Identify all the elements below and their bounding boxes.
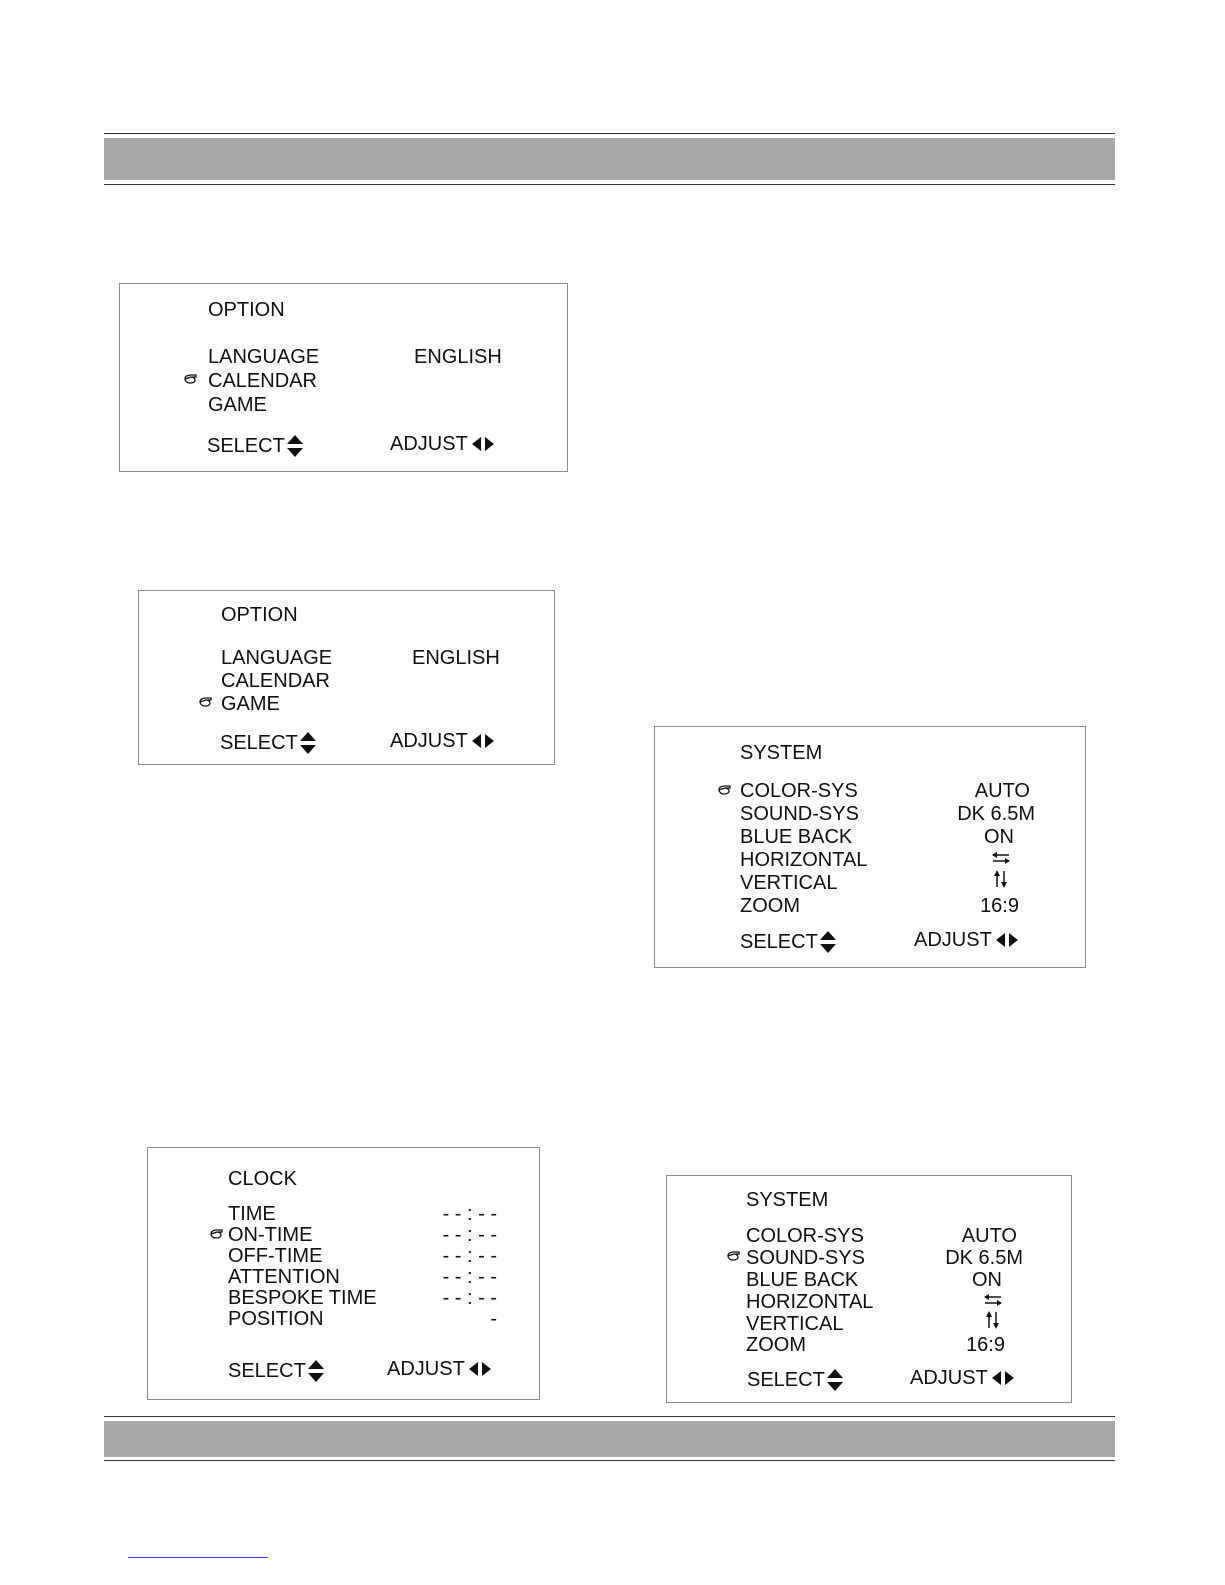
- menu-item-calendar[interactable]: CALENDAR: [221, 670, 330, 692]
- menu-item-position[interactable]: POSITION: [228, 1308, 324, 1330]
- left-right-arrow-icon: [471, 733, 495, 749]
- pointer-hand-icon: [718, 785, 731, 795]
- up-down-arrow-icon: [286, 434, 304, 458]
- left-right-arrow-icon: [468, 1361, 492, 1377]
- menu-item-sound-sys[interactable]: SOUND-SYS: [746, 1247, 865, 1269]
- menu-value-off-time: - - : - -: [442, 1245, 497, 1267]
- select-label: SELECT: [220, 732, 298, 754]
- header-band: [104, 138, 1115, 180]
- menu-item-horizontal[interactable]: HORIZONTAL: [746, 1291, 874, 1313]
- menu-value-time: - - : - -: [442, 1203, 497, 1225]
- option-menu-calendar-selected: [119, 283, 568, 472]
- pointer-hand-icon: [184, 374, 197, 384]
- option-menu-game-selected: [138, 590, 555, 765]
- select-hint: [740, 930, 837, 954]
- up-down-arrow-icon: [819, 930, 837, 954]
- system-menu-sound-sys-selected: [666, 1175, 1072, 1403]
- header-top-rule: [104, 133, 1115, 134]
- menu-title: CLOCK: [228, 1168, 297, 1190]
- menu-item-off-time[interactable]: OFF-TIME: [228, 1245, 323, 1267]
- menu-value-attention: - - : - -: [442, 1266, 497, 1288]
- menu-title: OPTION: [208, 299, 285, 321]
- menu-value-color-sys: AUTO: [974, 780, 1030, 802]
- select-label: SELECT: [740, 931, 818, 953]
- left-right-arrow-icon: [995, 932, 1019, 948]
- menu-title: SYSTEM: [746, 1189, 829, 1211]
- horizontal-shift-icon: [991, 850, 1011, 866]
- footer-link-underline[interactable]: [128, 1557, 268, 1558]
- menu-value-language: ENGLISH: [414, 346, 502, 368]
- menu-item-vertical[interactable]: VERTICAL: [746, 1313, 844, 1335]
- menu-item-bespoke-time[interactable]: BESPOKE TIME: [228, 1287, 377, 1309]
- menu-item-zoom[interactable]: ZOOM: [746, 1334, 806, 1356]
- menu-title: OPTION: [221, 604, 298, 626]
- menu-item-color-sys[interactable]: COLOR-SYS: [746, 1225, 864, 1247]
- menu-value-sound-sys: DK 6.5M: [957, 803, 1035, 825]
- menu-item-calendar[interactable]: CALENDAR: [208, 370, 317, 392]
- menu-item-sound-sys[interactable]: SOUND-SYS: [740, 803, 859, 825]
- menu-item-attention[interactable]: ATTENTION: [228, 1266, 340, 1288]
- menu-value-bespoke-time: - - : - -: [442, 1287, 497, 1309]
- pointer-hand-icon: [727, 1251, 740, 1261]
- clock-menu-on-time-selected: [147, 1147, 540, 1400]
- select-label: SELECT: [747, 1369, 825, 1391]
- menu-item-blue-back[interactable]: BLUE BACK: [746, 1269, 859, 1291]
- horizontal-shift-icon: [983, 1292, 1003, 1308]
- menu-item-language[interactable]: LANGUAGE: [208, 346, 320, 368]
- menu-item-horizontal[interactable]: HORIZONTAL: [740, 849, 868, 871]
- up-down-arrow-icon: [299, 731, 317, 755]
- select-hint: [747, 1368, 844, 1392]
- menu-item-on-time[interactable]: ON-TIME: [228, 1224, 313, 1246]
- menu-item-zoom[interactable]: ZOOM: [740, 895, 800, 917]
- select-hint: [207, 434, 304, 458]
- left-right-arrow-icon: [471, 436, 495, 452]
- adjust-label: ADJUST: [914, 929, 992, 951]
- menu-value-color-sys: AUTO: [961, 1225, 1017, 1247]
- footer-band: [104, 1421, 1115, 1457]
- system-menu-color-sys-selected: [654, 726, 1086, 968]
- menu-item-time[interactable]: TIME: [228, 1203, 276, 1225]
- menu-value-position: -: [490, 1308, 497, 1330]
- up-down-arrow-icon: [307, 1359, 325, 1383]
- menu-value-on-time: - - : - -: [442, 1224, 497, 1246]
- menu-title: SYSTEM: [740, 742, 823, 764]
- adjust-hint: [390, 731, 495, 751]
- adjust-hint: [910, 1368, 1015, 1388]
- menu-item-color-sys[interactable]: COLOR-SYS: [740, 780, 858, 802]
- up-down-arrow-icon: [826, 1368, 844, 1392]
- select-hint: [228, 1359, 325, 1383]
- select-hint: [220, 731, 317, 755]
- vertical-shift-icon: [984, 1310, 1002, 1330]
- menu-value-sound-sys: DK 6.5M: [945, 1247, 1023, 1269]
- menu-item-vertical[interactable]: VERTICAL: [740, 872, 838, 894]
- menu-value-zoom: 16:9: [966, 1334, 1005, 1356]
- menu-item-game[interactable]: GAME: [221, 693, 280, 715]
- adjust-label: ADJUST: [390, 433, 468, 455]
- footer-top-rule: [104, 1416, 1115, 1417]
- pointer-hand-icon: [199, 697, 212, 707]
- select-label: SELECT: [207, 435, 285, 457]
- menu-item-game[interactable]: GAME: [208, 394, 267, 416]
- menu-value-blue-back: ON: [972, 1269, 1002, 1291]
- adjust-label: ADJUST: [910, 1367, 988, 1389]
- vertical-shift-icon: [992, 869, 1010, 889]
- menu-value-blue-back: ON: [984, 826, 1014, 848]
- menu-item-blue-back[interactable]: BLUE BACK: [740, 826, 853, 848]
- adjust-label: ADJUST: [387, 1358, 465, 1380]
- select-label: SELECT: [228, 1360, 306, 1382]
- footer-bottom-rule: [104, 1460, 1115, 1461]
- left-right-arrow-icon: [991, 1370, 1015, 1386]
- adjust-label: ADJUST: [390, 730, 468, 752]
- adjust-hint: [387, 1359, 492, 1379]
- adjust-hint: [390, 434, 495, 454]
- menu-item-language[interactable]: LANGUAGE: [221, 647, 333, 669]
- menu-value-language: ENGLISH: [412, 647, 500, 669]
- menu-value-zoom: 16:9: [980, 895, 1019, 917]
- header-bottom-rule: [104, 184, 1115, 185]
- pointer-hand-icon: [210, 1229, 223, 1239]
- adjust-hint: [914, 930, 1019, 950]
